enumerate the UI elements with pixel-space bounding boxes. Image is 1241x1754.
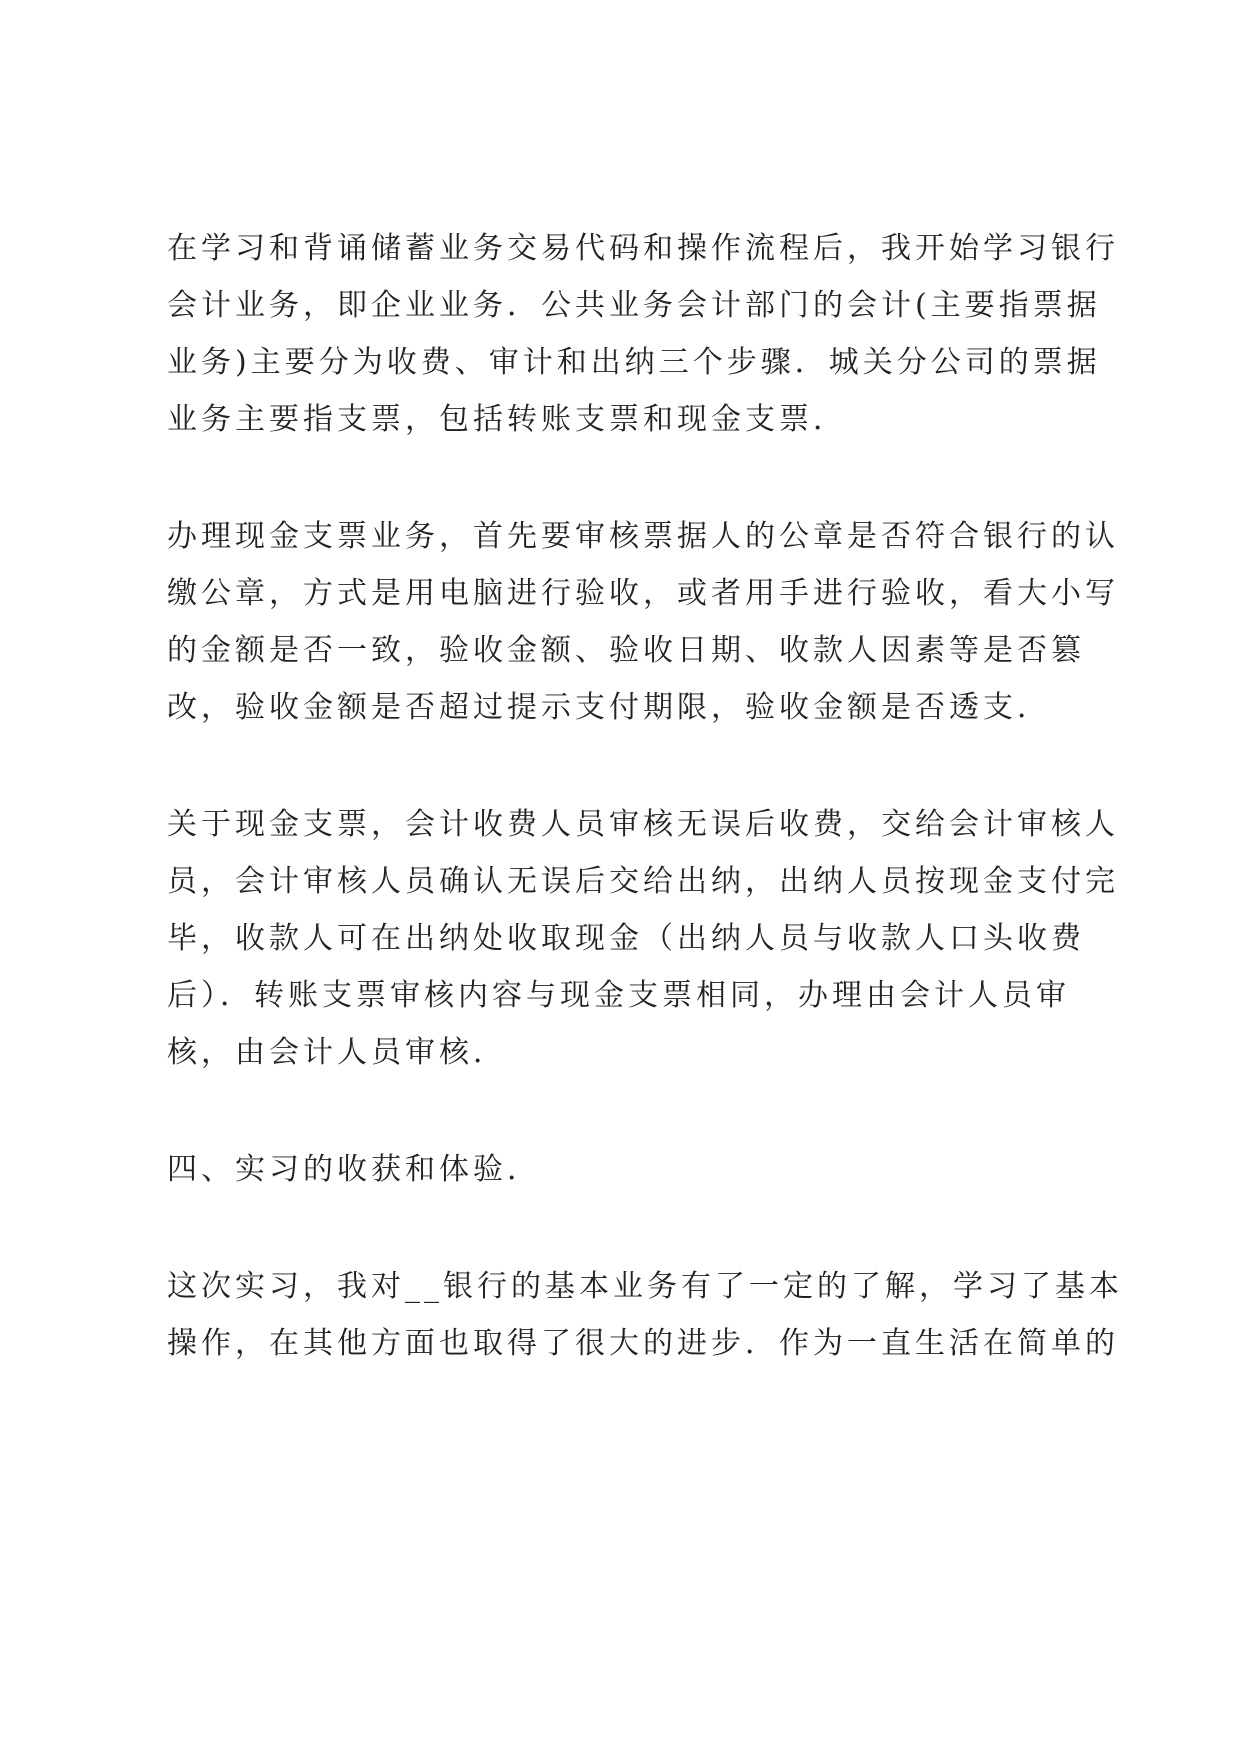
text-line: 改，验收金额是否超过提示支付期限，验收金额是否透支． [167, 690, 1051, 725]
text-line: 毕，收款人可在出纳处收取现金（出纳人员与收款人口头收费 [167, 921, 1085, 956]
text-line: 核，由会计人员审核． [167, 1035, 507, 1070]
text-line: 员，会计审核人员确认无误后交给出纳，出纳人员按现金支付完 [167, 864, 1119, 899]
text-line: 操作，在其他方面也取得了很大的进步．作为一直生活在简单的 [167, 1326, 1119, 1361]
text-line: 办理现金支票业务，首先要审核票据人的公章是否符合银行的认 [167, 519, 1119, 554]
paragraph-accounting-business [167, 220, 1119, 448]
section-heading [167, 1141, 1097, 1198]
text-line: 会计业务，即企业业务．公共业务会计部门的会计(主要指票据 [167, 288, 1101, 323]
section-heading-text: 四、实习的收获和体验． [167, 1152, 541, 1187]
document-body [167, 220, 1123, 1432]
text-line: 业务)主要分为收费、审计和出纳三个步骤．城关分公司的票据 [167, 345, 1101, 380]
text-line: 业务主要指支票，包括转账支票和现金支票． [167, 402, 847, 437]
text-line: 缴公章，方式是用电脑进行验收，或者用手进行验收，看大小写 [167, 576, 1119, 611]
text-line: 这次实习，我对__银行的基本业务有了一定的了解，学习了基本 [167, 1269, 1123, 1304]
paragraph-cash-check-review [167, 508, 1119, 736]
text-line: 后）．转账支票审核内容与现金支票相同，办理由会计人员审 [167, 978, 1070, 1013]
text-line: 在学习和背诵储蓄业务交易代码和操作流程后，我开始学习银行 [167, 231, 1119, 266]
text-line: 的金额是否一致，验收金额、验收日期、收款人因素等是否篡 [167, 633, 1085, 668]
paragraph-cash-check-process [167, 796, 1119, 1081]
text-line: 关于现金支票，会计收费人员审核无误后收费，交给会计审核人 [167, 807, 1119, 842]
paragraph-internship-gains [167, 1258, 1123, 1372]
